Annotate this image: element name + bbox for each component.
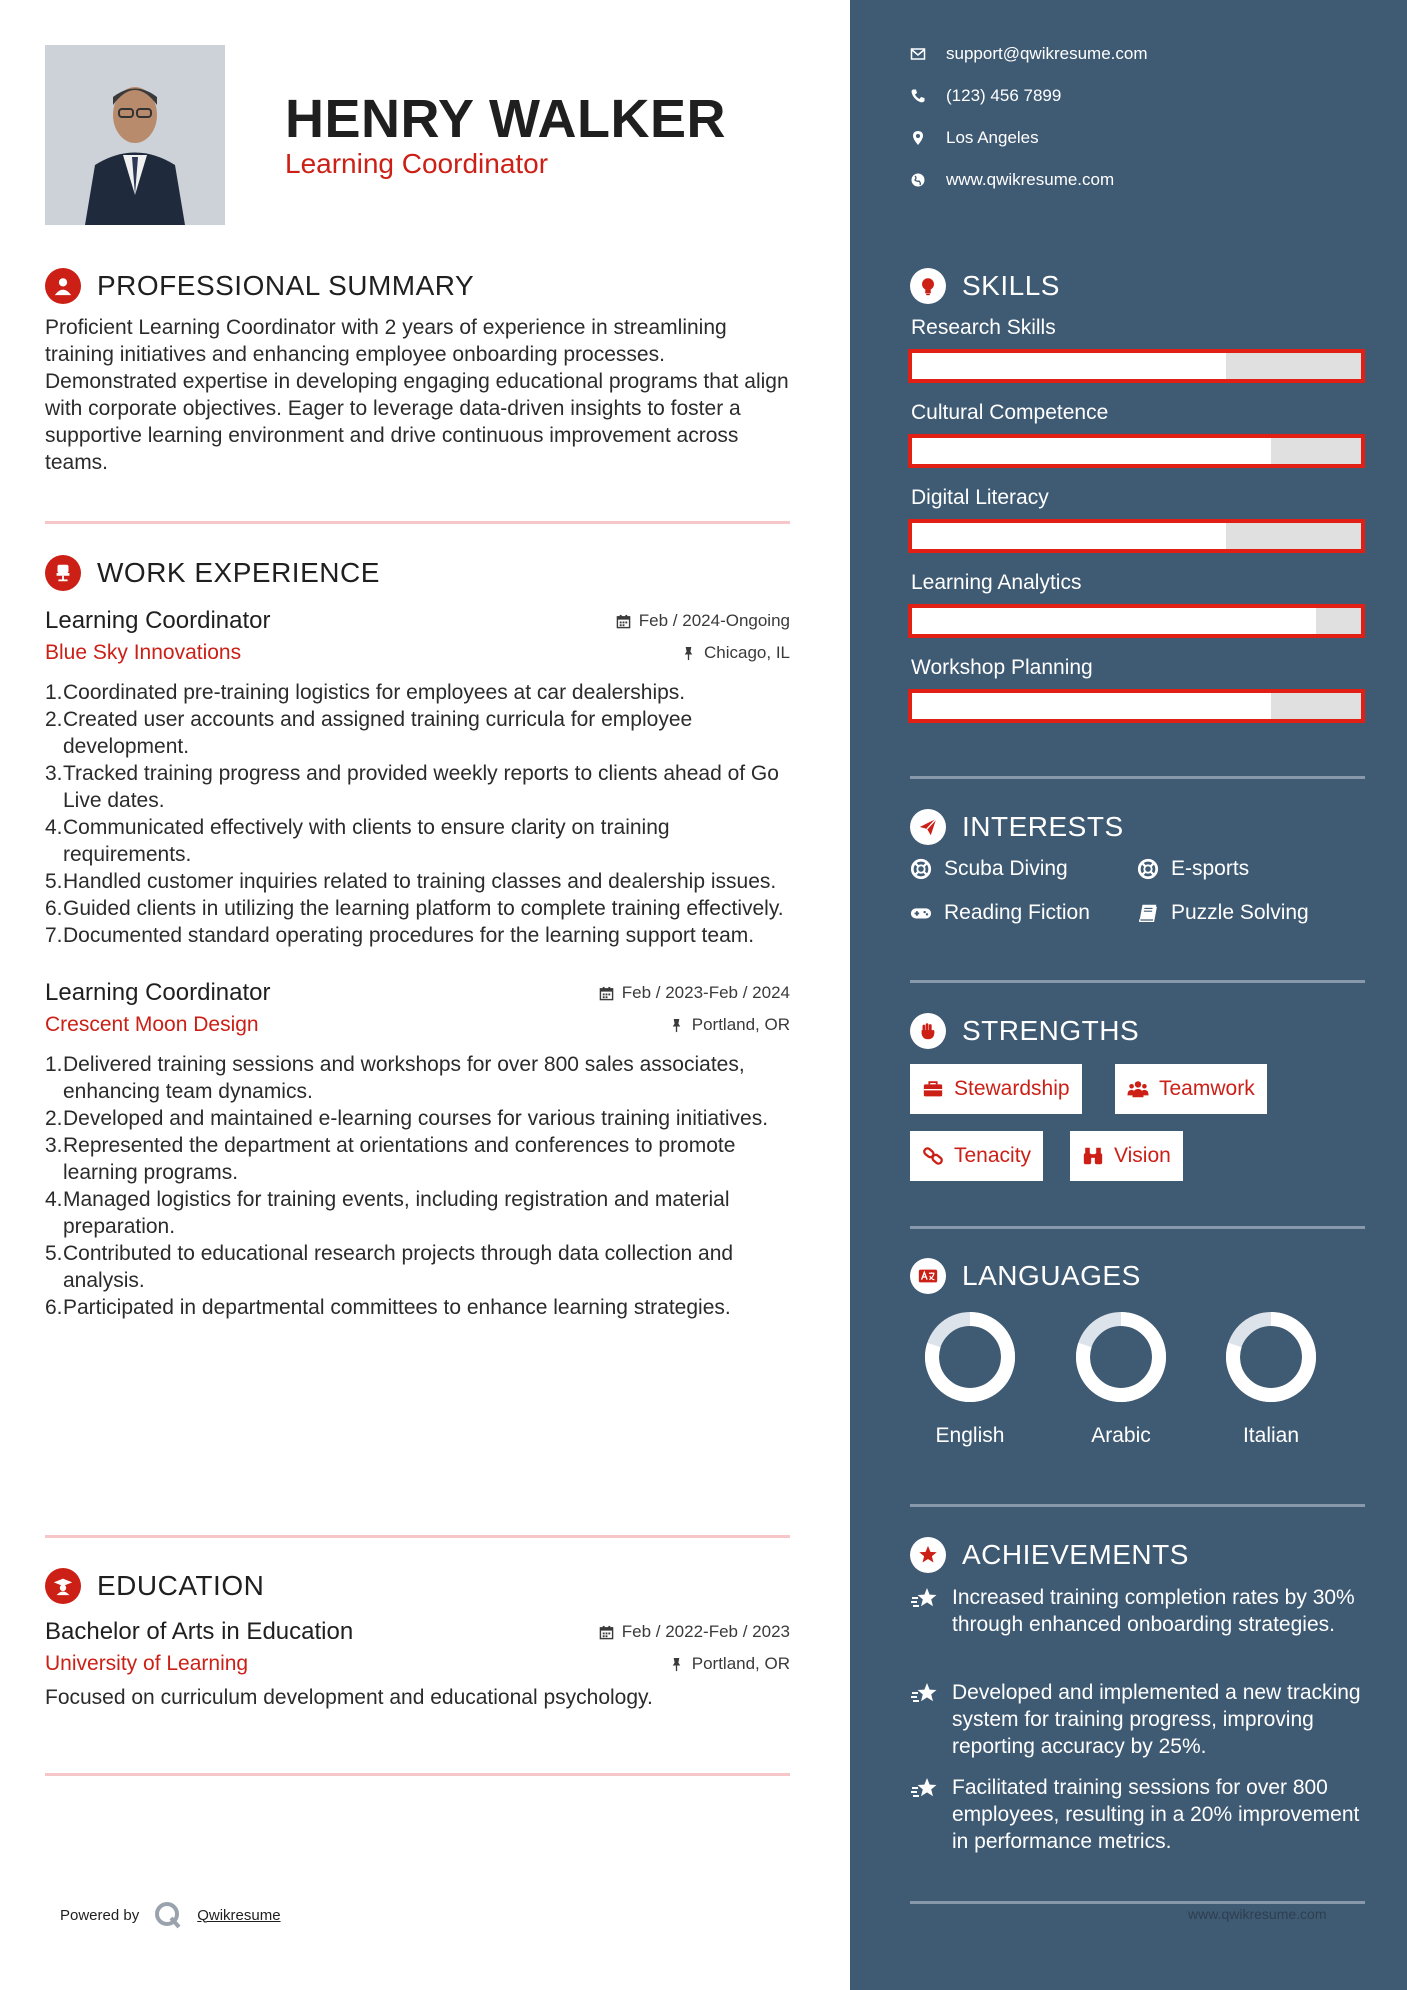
education-title: EDUCATION: [97, 1570, 265, 1601]
duty-number: 2.: [45, 1107, 63, 1130]
duty-text: Communicated effectively with clients to ensure clarity on training requirements.: [63, 816, 670, 866]
company-name: Crescent Moon Design: [45, 1013, 259, 1036]
duty-text: Tracked training progress and provided weekly reports to clients ahead of Go Live dates.: [63, 762, 779, 812]
footer-website[interactable]: www.qwikresume.com: [1188, 1906, 1327, 1922]
skill-bar: [908, 604, 1365, 638]
duty-item: [45, 1240, 790, 1294]
sidebar-divider: [910, 1226, 1365, 1229]
calendar-icon: [616, 614, 631, 629]
envelope-icon: [910, 46, 926, 62]
duty-item: [45, 706, 790, 760]
education-heading: [45, 1566, 790, 1606]
achievement-text: Developed and implemented a new tracking system for training progress, improving reporting accuracy by 25%.: [952, 1681, 1361, 1758]
duty-item: [45, 895, 790, 922]
duty-text: Participated in departmental committees to enhance learning strategies.: [63, 1296, 731, 1319]
globe-icon: [910, 172, 926, 188]
duty-number: 6.: [45, 1296, 63, 1319]
interest-item: Scuba Diving: [910, 857, 1068, 881]
language-ring: [1224, 1310, 1318, 1404]
section-divider: [45, 521, 790, 524]
job-title: Learning Coordinator: [45, 607, 271, 634]
gamepad-icon: [910, 902, 932, 924]
language-label: English: [935, 1424, 1005, 1447]
life-ring-icon: [910, 858, 932, 880]
duty-number: 4.: [45, 1188, 63, 1211]
paper-plane-icon: [910, 809, 946, 845]
strength-chip: Tenacity: [910, 1131, 1043, 1181]
contact-phone[interactable]: (123) 456 7899: [910, 86, 1061, 106]
duty-text: Managed logistics for training events, including registration and material preparation.: [63, 1188, 730, 1238]
strength-chip: Teamwork: [1115, 1064, 1267, 1114]
person-portrait-icon: [45, 45, 225, 225]
language-item: [1216, 1310, 1326, 1448]
contact-email[interactable]: support@qwikresume.com: [910, 44, 1148, 64]
experience-section: [45, 553, 790, 1321]
phone-icon: [910, 88, 926, 104]
job-title: Learning Coordinator: [45, 979, 271, 1006]
skill-bar-fill: [912, 438, 1271, 464]
duty-item: [45, 679, 790, 706]
skill-label: Cultural Competence: [911, 401, 1109, 424]
education-location: Portland, OR: [669, 1654, 790, 1674]
sidebar-divider: [910, 1504, 1365, 1507]
language-label: Italian: [1242, 1424, 1300, 1447]
strength-chip: Vision: [1070, 1131, 1183, 1181]
duty-number: 5.: [45, 870, 63, 893]
skill-label: Workshop Planning: [911, 656, 1093, 679]
education-description: Focused on curriculum development and educational psychology.: [45, 1686, 653, 1709]
duty-number: 7.: [45, 924, 63, 947]
star-icon: [910, 1584, 940, 1614]
experience-heading: [45, 553, 790, 593]
contact-location: Los Angeles: [910, 128, 1039, 148]
sidebar-divider: [910, 980, 1365, 983]
users-icon: [1127, 1078, 1149, 1100]
education-section: [45, 1566, 790, 1711]
achievement-text: Facilitated training sessions for over 800 employees, resulting in a 20% improvement in performance metrics.: [952, 1776, 1360, 1853]
job-location: Chicago, IL: [681, 643, 790, 663]
graduate-icon: [45, 1568, 81, 1604]
duty-number: 6.: [45, 897, 63, 920]
link-icon: [922, 1145, 944, 1167]
profile-photo: [45, 45, 225, 225]
education-date: Feb / 2022-Feb / 2023: [599, 1622, 790, 1642]
strengths-heading: STRENGTHS: [910, 1013, 1139, 1049]
achievement-item: [910, 1774, 1365, 1855]
lightbulb-icon: [910, 268, 946, 304]
job-entry: [45, 979, 790, 1321]
duty-item: [45, 1186, 790, 1240]
language-ring: [923, 1310, 1017, 1404]
section-divider: [45, 1773, 790, 1776]
sidebar-divider: [910, 1901, 1365, 1904]
summary-text: Proficient Learning Coordinator with 2 years of experience in streamlining training initiatives and enhancing employee onboarding processes. Demonstrated expertise in developing engaging educational programs that align with corporate objectives. Eager to leverage data-driven insights to foster a supportive learning environment and drive continuous improvement across teams.: [45, 316, 789, 474]
candidate-role: Learning Coordinator: [285, 148, 549, 179]
qwikresume-logo-icon: [153, 1900, 183, 1930]
experience-title: WORK EXPERIENCE: [97, 557, 380, 588]
skill-bar: [908, 519, 1365, 553]
skill-bar-fill: [912, 608, 1316, 634]
duty-item: [45, 1051, 790, 1105]
map-marker-icon: [910, 130, 926, 146]
language-item: [915, 1310, 1025, 1448]
duty-text: Documented standard operating procedures for the learning support team.: [63, 924, 755, 947]
company-name: Blue Sky Innovations: [45, 641, 242, 664]
job-date: Feb / 2024-Ongoing: [616, 611, 790, 631]
language-icon: [910, 1258, 946, 1294]
duty-item: [45, 1132, 790, 1186]
summary-section: [45, 266, 790, 476]
languages-heading: LANGUAGES: [910, 1258, 1141, 1294]
interest-item: E-sports: [1137, 857, 1249, 881]
duty-item: [45, 1294, 790, 1321]
calendar-icon: [599, 1625, 614, 1640]
language-item: [1066, 1310, 1176, 1448]
skill-bar-fill: [912, 353, 1226, 379]
skill-bar: [908, 349, 1365, 383]
achievement-text: Increased training completion rates by 30% through enhanced onboarding strategies.: [952, 1586, 1355, 1636]
duty-text: Coordinated pre-training logistics for employees at car dealerships.: [63, 681, 686, 704]
duty-text: Guided clients in utilizing the learning platform to complete training effectively.: [63, 897, 784, 920]
job-entry: [45, 607, 790, 949]
skill-label: Learning Analytics: [911, 571, 1082, 594]
skill-bar-fill: [912, 523, 1226, 549]
binoculars-icon: [1082, 1145, 1104, 1167]
duty-text: Represented the department at orientations and conferences to promote learning programs.: [63, 1134, 736, 1184]
pin-icon: [669, 1657, 684, 1672]
interest-item: Puzzle Solving: [1137, 901, 1309, 925]
duty-number: 1.: [45, 681, 63, 704]
job-duties: [45, 1051, 790, 1321]
duty-number: 2.: [45, 708, 63, 731]
duty-number: 4.: [45, 816, 63, 839]
skill-label: Digital Literacy: [911, 486, 1049, 509]
duty-item: [45, 1105, 790, 1132]
pin-icon: [681, 646, 696, 661]
duty-text: Contributed to educational research projects through data collection and analysis.: [63, 1242, 734, 1292]
duty-text: Delivered training sessions and workshops for over 800 sales associates, enhancing team dynamics.: [63, 1053, 745, 1103]
interest-item: Reading Fiction: [910, 901, 1090, 925]
interests-heading: INTERESTS: [910, 809, 1124, 845]
skill-bar-fill: [912, 693, 1271, 719]
calendar-icon: [599, 986, 614, 1001]
fist-icon: [910, 1013, 946, 1049]
life-ring-icon: [1137, 858, 1159, 880]
skill-bar: [908, 689, 1365, 723]
duty-item: [45, 814, 790, 868]
achievement-item: [910, 1584, 1365, 1638]
skills-heading: SKILLS: [910, 268, 1060, 304]
star-icon: [910, 1774, 940, 1804]
skill-label: Research Skills: [911, 316, 1056, 339]
duty-number: 5.: [45, 1242, 63, 1265]
school-name: University of Learning: [45, 1652, 249, 1675]
duty-text: Created user accounts and assigned training curricula for employee development.: [63, 708, 693, 758]
duty-text: Developed and maintained e-learning courses for various training initiatives.: [63, 1107, 769, 1130]
degree-name: Bachelor of Arts in Education: [45, 1618, 354, 1645]
job-date: Feb / 2023-Feb / 2024: [599, 983, 790, 1003]
contact-website[interactable]: www.qwikresume.com: [910, 170, 1114, 190]
job-duties: [45, 679, 790, 949]
powered-by: Powered by Qwikresume: [60, 1900, 281, 1930]
section-divider: [45, 1535, 790, 1538]
duty-number: 3.: [45, 1134, 63, 1157]
strength-chip: Stewardship: [910, 1064, 1082, 1114]
duty-text: Handled customer inquiries related to training classes and dealership issues.: [63, 870, 777, 893]
summary-heading: [45, 266, 790, 306]
candidate-name: HENRY WALKER: [285, 89, 727, 149]
skill-bar: [908, 434, 1365, 468]
pin-icon: [669, 1018, 684, 1033]
duty-item: [45, 760, 790, 814]
duty-number: 3.: [45, 762, 63, 785]
book-icon: [1137, 902, 1159, 924]
duty-item: [45, 922, 790, 949]
brand-link[interactable]: Qwikresume: [197, 1906, 281, 1924]
star-badge-icon: [910, 1537, 946, 1573]
duty-number: 1.: [45, 1053, 63, 1076]
job-location: Portland, OR: [669, 1015, 790, 1035]
star-icon: [910, 1679, 940, 1709]
summary-title: PROFESSIONAL SUMMARY: [97, 270, 475, 301]
briefcase-icon: [922, 1078, 944, 1100]
duty-item: [45, 868, 790, 895]
achievement-item: [910, 1679, 1365, 1760]
achievements-heading: ACHIEVEMENTS: [910, 1537, 1189, 1573]
language-label: Arabic: [1091, 1424, 1151, 1447]
sidebar-divider: [910, 776, 1365, 779]
user-icon: [45, 268, 81, 304]
chair-icon: [45, 555, 81, 591]
language-ring: [1074, 1310, 1168, 1404]
